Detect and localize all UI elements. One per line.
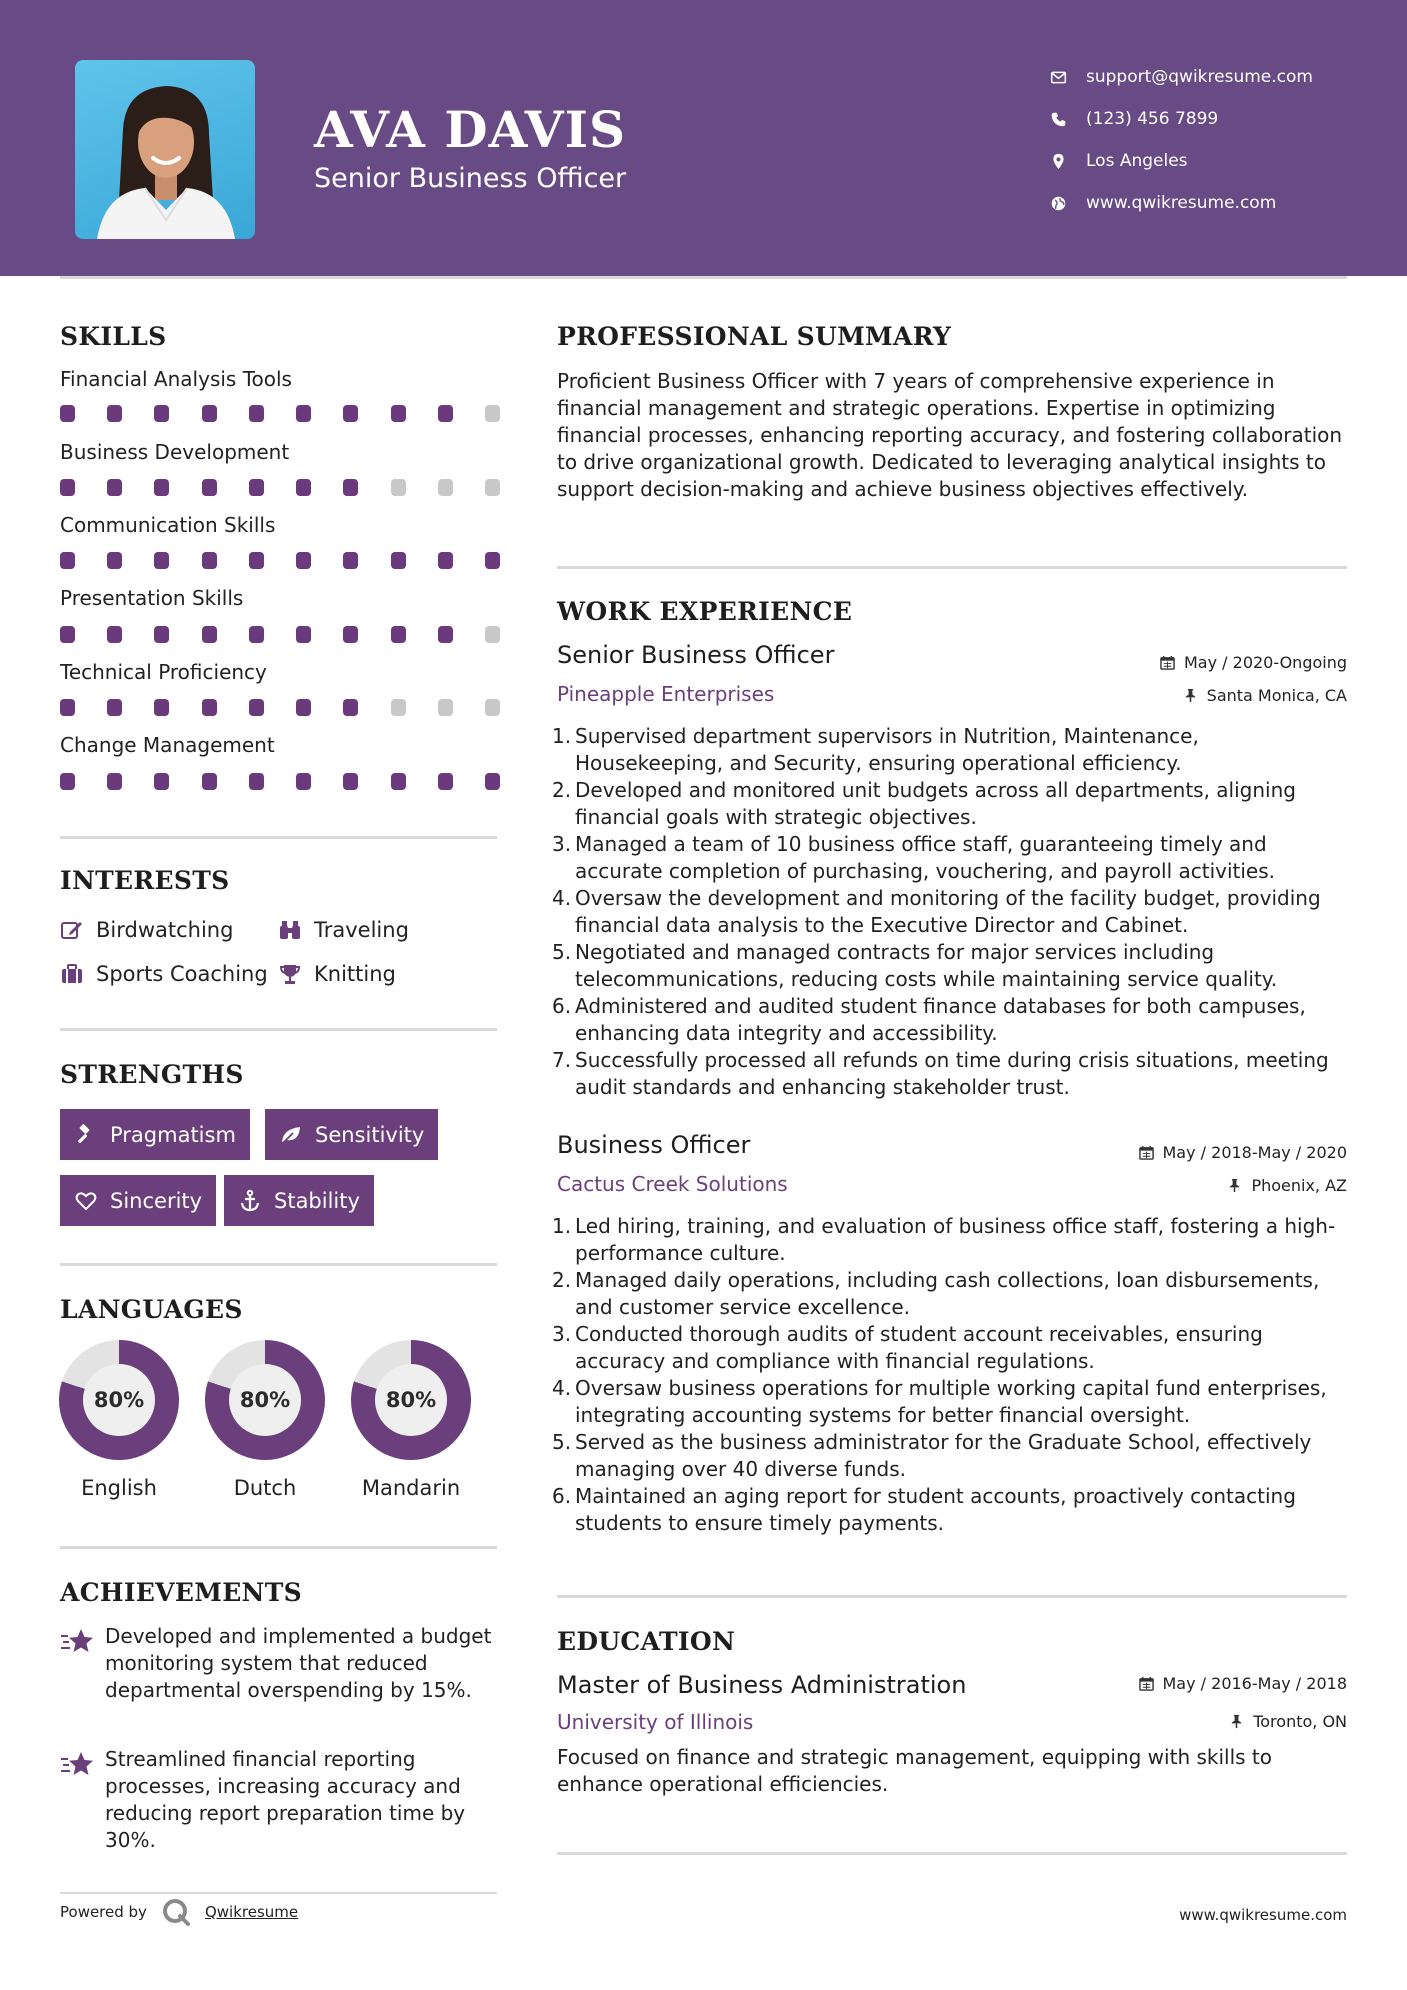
achievement-text: Streamlined financial reporting processes, increasing accuracy and reducing report preparation time by 30%. [105, 1747, 466, 1852]
skills-divider [60, 836, 497, 839]
skill-dot-filled [107, 552, 122, 569]
interests-heading: INTERESTS [60, 866, 230, 895]
skill-dot-empty [391, 479, 406, 496]
strength-tag [224, 1175, 374, 1226]
leaf-icon [279, 1123, 303, 1147]
achievements-divider [60, 1892, 497, 1894]
skill-dot-filled [391, 405, 406, 422]
bullet-number: 3. [552, 1322, 572, 1346]
language-percent: 80% [229, 1364, 301, 1436]
job-bullet [552, 1429, 1352, 1483]
language-item [205, 1340, 325, 1500]
powered-by-text: Powered by [60, 1903, 147, 1921]
language-percent: 80% [83, 1364, 155, 1436]
bullet-text: Served as the business administrator for the Graduate School, effectively managing over 40 diverse funds. [575, 1430, 1312, 1481]
trophy-icon [278, 962, 302, 986]
summary-heading: PROFESSIONAL SUMMARY [557, 322, 952, 351]
skill-dot-filled [154, 405, 169, 422]
bullet-number: 3. [552, 832, 572, 856]
pushpin-icon [1227, 1178, 1242, 1193]
globe-icon [1050, 195, 1067, 212]
strength-tag [60, 1109, 250, 1160]
job-bullet [552, 1321, 1352, 1375]
skill-dot-filled [154, 479, 169, 496]
pushpin-icon [1229, 1714, 1244, 1729]
achievement-item [60, 1746, 500, 1854]
skill-dot-filled [391, 773, 406, 790]
bullet-number: 5. [552, 940, 572, 964]
skill-dot-filled [296, 626, 311, 643]
bullet-text: Maintained an aging report for student accounts, proactively contacting students to ensure timely payments. [575, 1484, 1296, 1535]
achievements-heading: ACHIEVEMENTS [60, 1578, 302, 1607]
skill-dot-filled [296, 552, 311, 569]
strength-label: Stability [274, 1188, 360, 1213]
language-item [59, 1340, 179, 1500]
candidate-name: AVA DAVIS [314, 100, 627, 159]
gavel-icon [74, 1123, 98, 1147]
skill-dot-filled [249, 479, 264, 496]
skill-dot-filled [107, 405, 122, 422]
bullet-text: Negotiated and managed contracts for major services including telecommunications, reducing costs while maintaining service quality. [575, 940, 1278, 991]
job-bullet [552, 1267, 1352, 1321]
skill-dot-filled [485, 552, 500, 569]
job-dates-text: May / 2020-Ongoing [1184, 653, 1347, 672]
skill-dot-empty [485, 626, 500, 643]
interest-label: Sports Coaching [96, 962, 268, 986]
skill-level [60, 405, 500, 422]
skill-dot-empty [438, 479, 453, 496]
skill-dot-filled [202, 773, 217, 790]
bullet-number: 4. [552, 1376, 572, 1400]
bullet-text: Led hiring, training, and evaluation of business office staff, fostering a high-performance culture. [575, 1214, 1336, 1265]
achievement-text: Developed and implemented a budget monitoring system that reduced departmental overspending by 15%. [105, 1624, 492, 1702]
contact-list [1050, 56, 1313, 224]
skill-dot-filled [343, 773, 358, 790]
skill-dot-filled [391, 552, 406, 569]
candidate-title: Senior Business Officer [314, 163, 627, 194]
skill-dot-filled [60, 773, 75, 790]
skill-dot-filled [438, 405, 453, 422]
skill-dot-filled [60, 626, 75, 643]
skill-dot-filled [60, 699, 75, 716]
bullet-number: 6. [552, 994, 572, 1018]
skill-dot-filled [249, 773, 264, 790]
school-name: University of Illinois [557, 1710, 754, 1734]
contact-website[interactable] [1050, 182, 1313, 224]
map-pin-icon [1050, 153, 1067, 170]
education-description: Focused on finance and strategic management, equipping with skills to enhance operational efficiencies. [557, 1745, 1272, 1796]
skill-dot-filled [202, 626, 217, 643]
interest-item [60, 918, 278, 942]
bullet-text: Oversaw the development and monitoring of the facility budget, providing financial data analysis to the Executive Director and Cabinet. [575, 886, 1321, 937]
skill-dot-filled [296, 405, 311, 422]
skill-dot-filled [343, 405, 358, 422]
bullet-number: 5. [552, 1430, 572, 1454]
skill-name: Financial Analysis Tools [60, 367, 292, 391]
binoculars-icon [278, 918, 302, 942]
bullet-number: 4. [552, 886, 572, 910]
contact-location [1050, 140, 1313, 182]
skill-dot-filled [438, 626, 453, 643]
skill-name: Business Development [60, 440, 290, 464]
header-divider [60, 276, 1347, 279]
skill-level [60, 699, 500, 716]
skill-dot-filled [296, 479, 311, 496]
skills-heading: SKILLS [60, 322, 167, 351]
skill-dot-filled [438, 552, 453, 569]
summary-text: Proficient Business Officer with 7 years of comprehensive experience in financial management and strategic operations. Expertise in optimizing financial processes, enhancing reporting accuracy, and fostering collaboration to drive organizational growth. Dedicated to leveraging analytical insights to support decision-making and achieve business objectives effectively. [557, 369, 1343, 501]
bullet-text: Successfully processed all refunds on time during crisis situations, meeting audit standards and enhancing stakeholder trust. [575, 1048, 1329, 1099]
calendar-icon [1160, 655, 1175, 670]
star-icon [60, 1627, 94, 1657]
skill-level [60, 773, 500, 790]
resume-header [0, 0, 1407, 276]
skill-dot-filled [202, 552, 217, 569]
skill-dot-filled [391, 626, 406, 643]
phone-icon [1050, 111, 1067, 128]
strength-tag [265, 1109, 438, 1160]
skill-dot-filled [154, 626, 169, 643]
footer-website[interactable]: www.qwikresume.com [1179, 1906, 1347, 1924]
skill-dot-filled [296, 699, 311, 716]
skill-dot-filled [202, 405, 217, 422]
skill-level [60, 479, 500, 496]
job-dates-text: May / 2018-May / 2020 [1162, 1143, 1347, 1162]
bullet-text: Managed daily operations, including cash collections, loan disbursements, and customer service excellence. [575, 1268, 1320, 1319]
job-location-text: Santa Monica, CA [1206, 686, 1347, 705]
skill-dot-filled [107, 479, 122, 496]
bullet-number: 2. [552, 1268, 572, 1292]
education-divider [557, 1852, 1347, 1855]
strengths-heading: STRENGTHS [60, 1060, 244, 1089]
skill-dot-filled [154, 552, 169, 569]
summary-divider [557, 566, 1347, 569]
interest-label: Birdwatching [96, 918, 234, 942]
job-location [1227, 1176, 1347, 1195]
bullet-number: 1. [552, 724, 572, 748]
contact-location-text: Los Angeles [1086, 151, 1188, 171]
achievement-item [60, 1623, 500, 1704]
degree-title: Master of Business Administration [557, 1671, 967, 1699]
job-location-text: Phoenix, AZ [1251, 1176, 1347, 1195]
skill-dot-filled [343, 626, 358, 643]
bullet-number: 6. [552, 1484, 572, 1508]
skill-dot-filled [154, 773, 169, 790]
skill-dot-filled [296, 773, 311, 790]
skill-dot-empty [485, 699, 500, 716]
skill-dot-filled [249, 626, 264, 643]
skill-name: Change Management [60, 733, 275, 757]
job-dates [1139, 1143, 1348, 1162]
skill-dot-filled [202, 479, 217, 496]
job-bullet [552, 777, 1352, 831]
company-name: Pineapple Enterprises [557, 682, 775, 706]
skill-dot-filled [154, 699, 169, 716]
job-bullet [552, 1483, 1352, 1537]
language-ring [205, 1340, 325, 1460]
skill-level [60, 626, 500, 643]
language-percent: 80% [375, 1364, 447, 1436]
heart-icon [74, 1189, 98, 1213]
profile-photo [75, 60, 255, 239]
qwikresume-logo-icon [161, 1897, 191, 1927]
skill-dot-filled [485, 773, 500, 790]
education-location-text: Toronto, ON [1253, 1712, 1347, 1731]
job-bullet [552, 939, 1352, 993]
language-name: Dutch [233, 1476, 297, 1500]
job-dates [1160, 653, 1347, 672]
education-dates [1139, 1674, 1348, 1693]
language-name: Mandarin [361, 1476, 461, 1500]
job-bullet [552, 831, 1352, 885]
pencil-square-icon [60, 918, 84, 942]
skill-dot-filled [60, 405, 75, 422]
strength-tag [60, 1175, 216, 1226]
skill-name: Communication Skills [60, 513, 276, 537]
bullet-text: Oversaw business operations for multiple working capital fund enterprises, integrating accounting systems for better financial oversight. [575, 1376, 1327, 1427]
skill-dot-empty [485, 405, 500, 422]
footer-powered-by [60, 1897, 298, 1927]
bullet-text: Conducted thorough audits of student account receivables, ensuring accuracy and compliance with financial regulations. [575, 1322, 1263, 1373]
job-title: Senior Business Officer [557, 641, 835, 669]
skill-dot-filled [107, 773, 122, 790]
languages-divider [60, 1546, 497, 1549]
anchor-icon [238, 1189, 262, 1213]
contact-website-text: www.qwikresume.com [1086, 193, 1277, 213]
calendar-icon [1139, 1145, 1154, 1160]
skill-dot-filled [249, 405, 264, 422]
company-name: Cactus Creek Solutions [557, 1172, 788, 1196]
skill-dot-filled [438, 773, 453, 790]
job-location [1183, 686, 1347, 705]
strength-label: Sensitivity [315, 1122, 425, 1147]
contact-email[interactable] [1050, 56, 1313, 98]
skill-dot-filled [343, 699, 358, 716]
experience-heading: WORK EXPERIENCE [557, 597, 853, 626]
envelope-icon [1050, 69, 1067, 86]
job-bullets [552, 723, 1352, 1101]
bullet-number: 2. [552, 778, 572, 802]
job-bullet [552, 1375, 1352, 1429]
skill-dot-filled [343, 552, 358, 569]
skill-name: Technical Proficiency [60, 660, 267, 684]
skill-dot-filled [60, 552, 75, 569]
interest-item [60, 962, 278, 986]
education-location [1229, 1712, 1347, 1731]
job-bullet [552, 885, 1352, 939]
interest-item [278, 918, 409, 942]
contact-phone[interactable] [1050, 98, 1313, 140]
language-ring [351, 1340, 471, 1460]
bullet-number: 1. [552, 1214, 572, 1238]
skill-dot-filled [60, 479, 75, 496]
job-bullet [552, 1213, 1352, 1267]
job-bullet [552, 993, 1352, 1047]
education-heading: EDUCATION [557, 1627, 736, 1656]
bullet-text: Supervised department supervisors in Nutrition, Maintenance, Housekeeping, and Security, ensuring operational efficiency. [575, 724, 1199, 775]
skill-dot-filled [202, 699, 217, 716]
skill-dot-filled [107, 626, 122, 643]
skill-dot-filled [343, 479, 358, 496]
skill-dot-empty [391, 699, 406, 716]
interest-label: Traveling [314, 918, 409, 942]
language-ring [59, 1340, 179, 1460]
bullet-text: Administered and audited student finance databases for both campuses, enhancing data integrity and accessibility. [575, 994, 1306, 1045]
calendar-icon [1139, 1676, 1154, 1691]
skill-dot-filled [107, 699, 122, 716]
interests-divider [60, 1028, 497, 1031]
job-bullets [552, 1213, 1352, 1537]
briefcase-icon [60, 962, 84, 986]
pushpin-icon [1183, 688, 1198, 703]
languages-heading: LANGUAGES [60, 1295, 243, 1324]
star-icon [60, 1750, 94, 1780]
interest-label: Knitting [314, 962, 396, 986]
qwikresume-link[interactable]: Qwikresume [204, 1903, 299, 1921]
bullet-text: Managed a team of 10 business office staff, guaranteeing timely and accurate completion of purchasing, vouchering, and payroll activities. [575, 832, 1275, 883]
skill-dot-empty [438, 699, 453, 716]
bullet-number: 7. [552, 1048, 572, 1072]
language-item [351, 1340, 471, 1500]
skill-level [60, 552, 500, 569]
interest-item [278, 962, 396, 986]
contact-phone-text: (123) 456 7899 [1086, 109, 1219, 129]
job-title: Business Officer [557, 1131, 751, 1159]
job-bullet [552, 723, 1352, 777]
skill-dot-filled [249, 552, 264, 569]
skill-name: Presentation Skills [60, 586, 244, 610]
skill-dot-empty [485, 479, 500, 496]
strengths-divider [60, 1263, 497, 1266]
bullet-text: Developed and monitored unit budgets across all departments, aligning financial goals with strategic objectives. [575, 778, 1296, 829]
job-bullet [552, 1047, 1352, 1101]
strength-label: Pragmatism [110, 1122, 236, 1147]
interests-list [60, 908, 500, 996]
language-name: English [81, 1476, 157, 1500]
experience-divider [557, 1595, 1347, 1598]
education-dates-text: May / 2016-May / 2018 [1162, 1674, 1347, 1693]
contact-email-text: support@qwikresume.com [1086, 67, 1313, 87]
skill-dot-filled [249, 699, 264, 716]
strength-label: Sincerity [110, 1188, 203, 1213]
